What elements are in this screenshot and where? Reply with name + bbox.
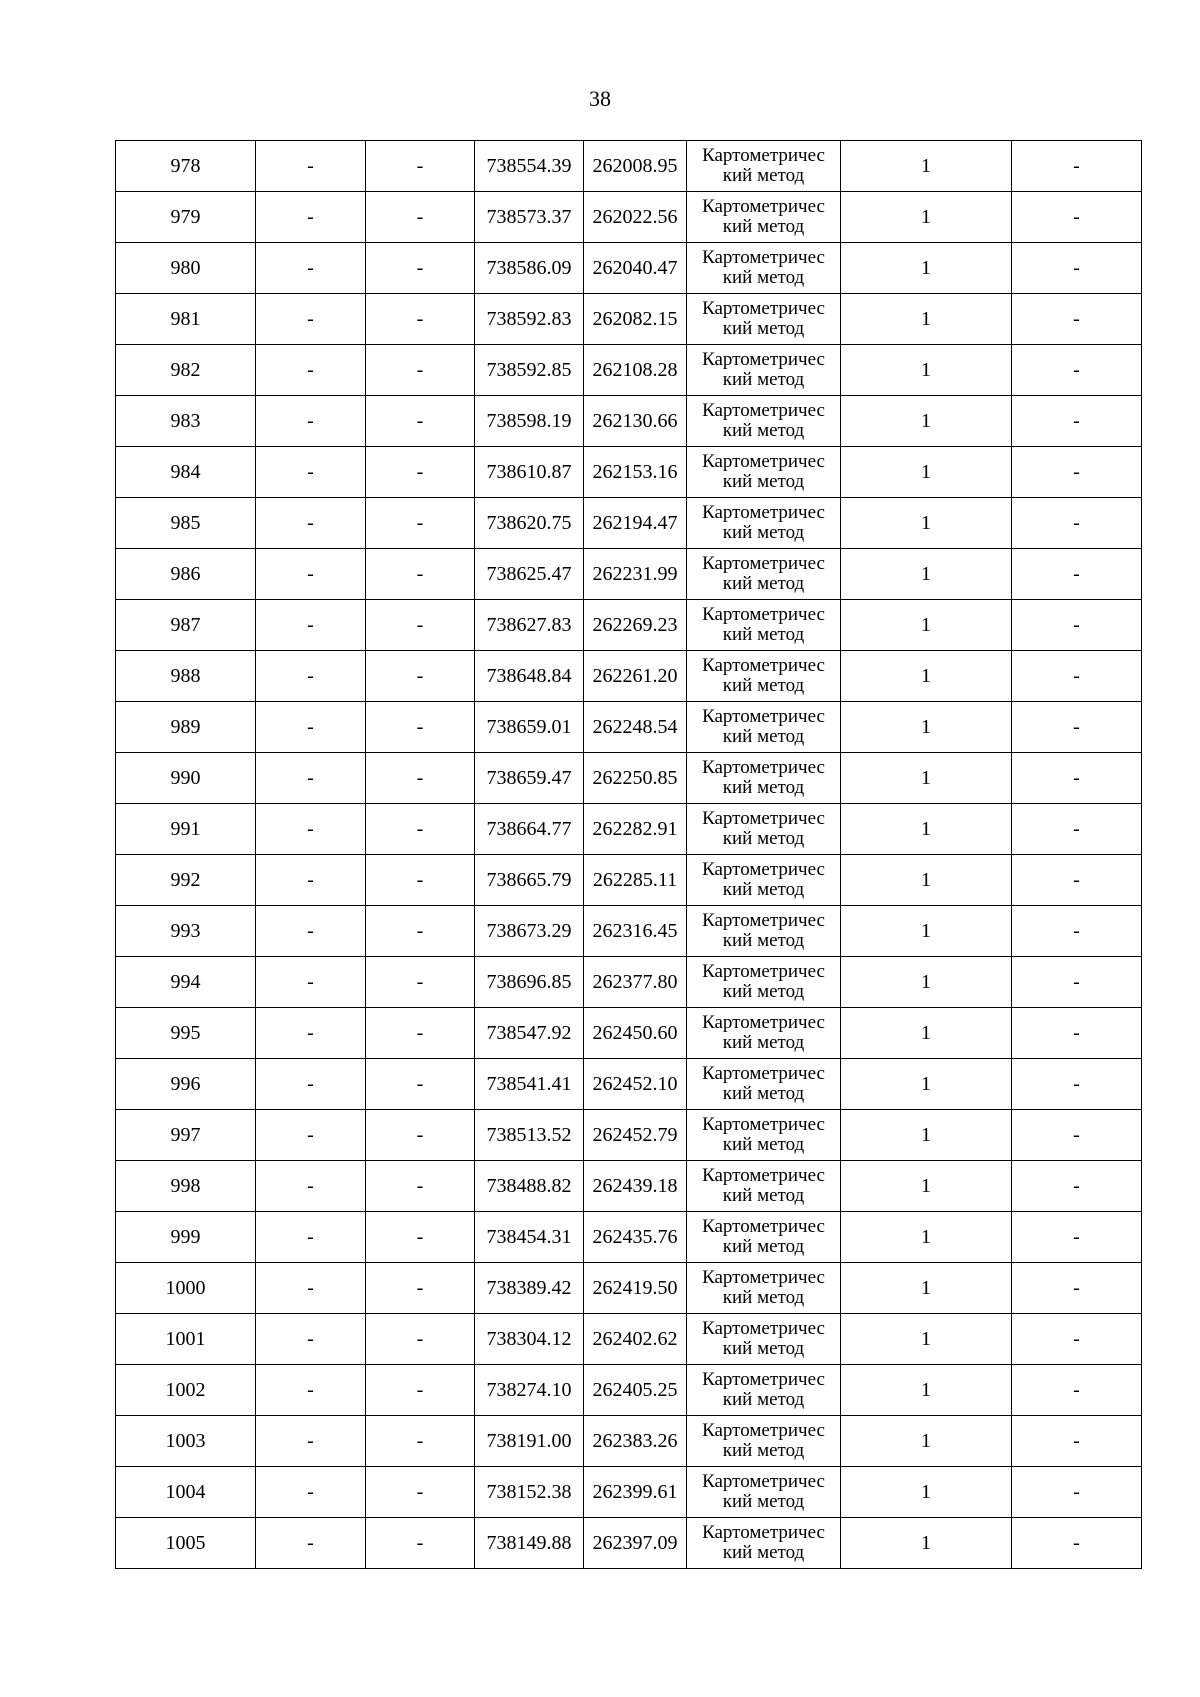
point-number-cell: 985 — [116, 498, 256, 549]
table-row — [116, 345, 1142, 396]
accuracy-cell: 1 — [841, 906, 1012, 957]
accuracy-cell: 1 — [841, 600, 1012, 651]
y-coordinate-cell: 262022.56 — [584, 192, 687, 243]
x-coordinate-cell: 738627.83 — [475, 600, 584, 651]
point-number-cell: 996 — [116, 1059, 256, 1110]
point-number-cell: 987 — [116, 600, 256, 651]
y-coordinate-cell: 262194.47 — [584, 498, 687, 549]
x-coordinate-cell: 738191.00 — [475, 1416, 584, 1467]
note-cell: - — [1012, 549, 1142, 600]
x-coordinate-cell: 738389.42 — [475, 1263, 584, 1314]
table-row — [116, 447, 1142, 498]
method-cell: Картометричес кий метод — [687, 396, 841, 447]
method-cell: Картометричес кий метод — [687, 1110, 841, 1161]
method-cell: Картометричес кий метод — [687, 1161, 841, 1212]
point-number-cell: 1003 — [116, 1416, 256, 1467]
empty-value-cell: - — [366, 957, 475, 1008]
empty-value-cell: - — [256, 447, 366, 498]
point-number-cell: 994 — [116, 957, 256, 1008]
point-number-cell: 983 — [116, 396, 256, 447]
y-coordinate-cell: 262285.11 — [584, 855, 687, 906]
empty-value-cell: - — [366, 1110, 475, 1161]
x-coordinate-cell: 738586.09 — [475, 243, 584, 294]
empty-value-cell: - — [256, 651, 366, 702]
empty-value-cell: - — [366, 1059, 475, 1110]
table-row — [116, 1008, 1142, 1059]
empty-value-cell: - — [366, 1212, 475, 1263]
note-cell: - — [1012, 753, 1142, 804]
method-cell: Картометричес кий метод — [687, 1212, 841, 1263]
note-cell: - — [1012, 1110, 1142, 1161]
y-coordinate-cell: 262419.50 — [584, 1263, 687, 1314]
point-number-cell: 990 — [116, 753, 256, 804]
y-coordinate-cell: 262405.25 — [584, 1365, 687, 1416]
y-coordinate-cell: 262397.09 — [584, 1518, 687, 1569]
page-number: 38 — [589, 86, 611, 111]
note-cell: - — [1012, 447, 1142, 498]
empty-value-cell: - — [256, 192, 366, 243]
y-coordinate-cell: 262130.66 — [584, 396, 687, 447]
note-cell: - — [1012, 294, 1142, 345]
accuracy-cell: 1 — [841, 1161, 1012, 1212]
empty-value-cell: - — [366, 243, 475, 294]
note-cell: - — [1012, 1263, 1142, 1314]
table-row — [116, 1365, 1142, 1416]
method-cell: Картометричес кий метод — [687, 906, 841, 957]
note-cell: - — [1012, 345, 1142, 396]
x-coordinate-cell: 738673.29 — [475, 906, 584, 957]
x-coordinate-cell: 738610.87 — [475, 447, 584, 498]
method-cell: Картометричес кий метод — [687, 1059, 841, 1110]
empty-value-cell: - — [366, 1008, 475, 1059]
note-cell: - — [1012, 243, 1142, 294]
accuracy-cell: 1 — [841, 702, 1012, 753]
empty-value-cell: - — [256, 1518, 366, 1569]
x-coordinate-cell: 738547.92 — [475, 1008, 584, 1059]
note-cell: - — [1012, 1161, 1142, 1212]
empty-value-cell: - — [366, 1161, 475, 1212]
empty-value-cell: - — [366, 804, 475, 855]
x-coordinate-cell: 738149.88 — [475, 1518, 584, 1569]
y-coordinate-cell: 262399.61 — [584, 1467, 687, 1518]
empty-value-cell: - — [366, 753, 475, 804]
y-coordinate-cell: 262248.54 — [584, 702, 687, 753]
accuracy-cell: 1 — [841, 1008, 1012, 1059]
note-cell: - — [1012, 600, 1142, 651]
x-coordinate-cell: 738274.10 — [475, 1365, 584, 1416]
note-cell: - — [1012, 396, 1142, 447]
y-coordinate-cell: 262231.99 — [584, 549, 687, 600]
x-coordinate-cell: 738592.83 — [475, 294, 584, 345]
y-coordinate-cell: 262108.28 — [584, 345, 687, 396]
point-number-cell: 993 — [116, 906, 256, 957]
point-number-cell: 1000 — [116, 1263, 256, 1314]
y-coordinate-cell: 262435.76 — [584, 1212, 687, 1263]
method-cell: Картометричес кий метод — [687, 192, 841, 243]
note-cell: - — [1012, 702, 1142, 753]
empty-value-cell: - — [256, 906, 366, 957]
point-number-cell: 992 — [116, 855, 256, 906]
y-coordinate-cell: 262450.60 — [584, 1008, 687, 1059]
y-coordinate-cell: 262040.47 — [584, 243, 687, 294]
accuracy-cell: 1 — [841, 141, 1012, 192]
empty-value-cell: - — [366, 294, 475, 345]
note-cell: - — [1012, 651, 1142, 702]
empty-value-cell: - — [256, 957, 366, 1008]
x-coordinate-cell: 738659.01 — [475, 702, 584, 753]
y-coordinate-cell: 262402.62 — [584, 1314, 687, 1365]
method-cell: Картометричес кий метод — [687, 1314, 841, 1365]
point-number-cell: 1005 — [116, 1518, 256, 1569]
x-coordinate-cell: 738659.47 — [475, 753, 584, 804]
method-cell: Картометричес кий метод — [687, 1416, 841, 1467]
empty-value-cell: - — [366, 345, 475, 396]
y-coordinate-cell: 262082.15 — [584, 294, 687, 345]
note-cell: - — [1012, 957, 1142, 1008]
accuracy-cell: 1 — [841, 396, 1012, 447]
accuracy-cell: 1 — [841, 1314, 1012, 1365]
method-cell: Картометричес кий метод — [687, 1467, 841, 1518]
table-row — [116, 294, 1142, 345]
y-coordinate-cell: 262452.10 — [584, 1059, 687, 1110]
note-cell: - — [1012, 1212, 1142, 1263]
note-cell: - — [1012, 1467, 1142, 1518]
empty-value-cell: - — [256, 1263, 366, 1314]
table-row — [116, 1518, 1142, 1569]
empty-value-cell: - — [366, 702, 475, 753]
accuracy-cell: 1 — [841, 1467, 1012, 1518]
empty-value-cell: - — [366, 1518, 475, 1569]
accuracy-cell: 1 — [841, 447, 1012, 498]
x-coordinate-cell: 738592.85 — [475, 345, 584, 396]
table-row — [116, 141, 1142, 192]
coordinates-table — [115, 140, 1142, 1569]
y-coordinate-cell: 262269.23 — [584, 600, 687, 651]
method-cell: Картометричес кий метод — [687, 702, 841, 753]
accuracy-cell: 1 — [841, 855, 1012, 906]
x-coordinate-cell: 738696.85 — [475, 957, 584, 1008]
point-number-cell: 982 — [116, 345, 256, 396]
point-number-cell: 978 — [116, 141, 256, 192]
empty-value-cell: - — [366, 600, 475, 651]
note-cell: - — [1012, 1314, 1142, 1365]
empty-value-cell: - — [256, 498, 366, 549]
point-number-cell: 1004 — [116, 1467, 256, 1518]
method-cell: Картометричес кий метод — [687, 1518, 841, 1569]
method-cell: Картометричес кий метод — [687, 957, 841, 1008]
method-cell: Картометричес кий метод — [687, 447, 841, 498]
point-number-cell: 989 — [116, 702, 256, 753]
table-row — [116, 1059, 1142, 1110]
accuracy-cell: 1 — [841, 192, 1012, 243]
empty-value-cell: - — [366, 855, 475, 906]
point-number-cell: 979 — [116, 192, 256, 243]
table-row — [116, 702, 1142, 753]
point-number-cell: 984 — [116, 447, 256, 498]
accuracy-cell: 1 — [841, 1059, 1012, 1110]
note-cell: - — [1012, 192, 1142, 243]
empty-value-cell: - — [366, 192, 475, 243]
table-row — [116, 396, 1142, 447]
accuracy-cell: 1 — [841, 804, 1012, 855]
point-number-cell: 986 — [116, 549, 256, 600]
note-cell: - — [1012, 498, 1142, 549]
method-cell: Картометричес кий метод — [687, 651, 841, 702]
note-cell: - — [1012, 804, 1142, 855]
empty-value-cell: - — [256, 294, 366, 345]
table-row — [116, 1212, 1142, 1263]
accuracy-cell: 1 — [841, 1110, 1012, 1161]
table-row — [116, 1110, 1142, 1161]
x-coordinate-cell: 738620.75 — [475, 498, 584, 549]
empty-value-cell: - — [256, 1059, 366, 1110]
accuracy-cell: 1 — [841, 753, 1012, 804]
note-cell: - — [1012, 141, 1142, 192]
y-coordinate-cell: 262377.80 — [584, 957, 687, 1008]
point-number-cell: 981 — [116, 294, 256, 345]
y-coordinate-cell: 262452.79 — [584, 1110, 687, 1161]
accuracy-cell: 1 — [841, 1263, 1012, 1314]
point-number-cell: 1001 — [116, 1314, 256, 1365]
accuracy-cell: 1 — [841, 957, 1012, 1008]
table-row — [116, 243, 1142, 294]
empty-value-cell: - — [366, 651, 475, 702]
table-row — [116, 1467, 1142, 1518]
empty-value-cell: - — [366, 498, 475, 549]
method-cell: Картометричес кий метод — [687, 345, 841, 396]
note-cell: - — [1012, 1365, 1142, 1416]
accuracy-cell: 1 — [841, 549, 1012, 600]
method-cell: Картометричес кий метод — [687, 855, 841, 906]
y-coordinate-cell: 262261.20 — [584, 651, 687, 702]
empty-value-cell: - — [256, 549, 366, 600]
y-coordinate-cell: 262383.26 — [584, 1416, 687, 1467]
empty-value-cell: - — [256, 855, 366, 906]
point-number-cell: 998 — [116, 1161, 256, 1212]
note-cell: - — [1012, 1416, 1142, 1467]
empty-value-cell: - — [256, 1110, 366, 1161]
empty-value-cell: - — [256, 243, 366, 294]
x-coordinate-cell: 738454.31 — [475, 1212, 584, 1263]
empty-value-cell: - — [256, 1161, 366, 1212]
x-coordinate-cell: 738304.12 — [475, 1314, 584, 1365]
accuracy-cell: 1 — [841, 498, 1012, 549]
empty-value-cell: - — [366, 1314, 475, 1365]
point-number-cell: 991 — [116, 804, 256, 855]
accuracy-cell: 1 — [841, 243, 1012, 294]
table-row — [116, 855, 1142, 906]
method-cell: Картометричес кий метод — [687, 294, 841, 345]
method-cell: Картометричес кий метод — [687, 243, 841, 294]
accuracy-cell: 1 — [841, 651, 1012, 702]
method-cell: Картометричес кий метод — [687, 753, 841, 804]
empty-value-cell: - — [256, 396, 366, 447]
method-cell: Картометричес кий метод — [687, 1008, 841, 1059]
empty-value-cell: - — [366, 141, 475, 192]
table-row — [116, 1416, 1142, 1467]
empty-value-cell: - — [366, 396, 475, 447]
table-row — [116, 957, 1142, 1008]
x-coordinate-cell: 738665.79 — [475, 855, 584, 906]
note-cell: - — [1012, 1059, 1142, 1110]
point-number-cell: 980 — [116, 243, 256, 294]
x-coordinate-cell: 738625.47 — [475, 549, 584, 600]
x-coordinate-cell: 738541.41 — [475, 1059, 584, 1110]
empty-value-cell: - — [256, 1314, 366, 1365]
y-coordinate-cell: 262282.91 — [584, 804, 687, 855]
empty-value-cell: - — [366, 1467, 475, 1518]
empty-value-cell: - — [366, 906, 475, 957]
y-coordinate-cell: 262316.45 — [584, 906, 687, 957]
accuracy-cell: 1 — [841, 1416, 1012, 1467]
x-coordinate-cell: 738152.38 — [475, 1467, 584, 1518]
empty-value-cell: - — [366, 549, 475, 600]
empty-value-cell: - — [256, 753, 366, 804]
method-cell: Картометричес кий метод — [687, 1263, 841, 1314]
method-cell: Картометричес кий метод — [687, 1365, 841, 1416]
x-coordinate-cell: 738598.19 — [475, 396, 584, 447]
accuracy-cell: 1 — [841, 1365, 1012, 1416]
accuracy-cell: 1 — [841, 345, 1012, 396]
table-row — [116, 1161, 1142, 1212]
note-cell: - — [1012, 1518, 1142, 1569]
point-number-cell: 1002 — [116, 1365, 256, 1416]
empty-value-cell: - — [256, 1365, 366, 1416]
x-coordinate-cell: 738488.82 — [475, 1161, 584, 1212]
point-number-cell: 999 — [116, 1212, 256, 1263]
note-cell: - — [1012, 906, 1142, 957]
empty-value-cell: - — [366, 447, 475, 498]
method-cell: Картометричес кий метод — [687, 549, 841, 600]
empty-value-cell: - — [366, 1416, 475, 1467]
method-cell: Картометричес кий метод — [687, 141, 841, 192]
method-cell: Картометричес кий метод — [687, 498, 841, 549]
table-row — [116, 753, 1142, 804]
empty-value-cell: - — [256, 804, 366, 855]
accuracy-cell: 1 — [841, 1212, 1012, 1263]
empty-value-cell: - — [256, 1212, 366, 1263]
empty-value-cell: - — [256, 600, 366, 651]
y-coordinate-cell: 262250.85 — [584, 753, 687, 804]
x-coordinate-cell: 738648.84 — [475, 651, 584, 702]
table-row — [116, 498, 1142, 549]
x-coordinate-cell: 738573.37 — [475, 192, 584, 243]
table-row — [116, 192, 1142, 243]
point-number-cell: 988 — [116, 651, 256, 702]
table-body — [116, 141, 1142, 1569]
y-coordinate-cell: 262153.16 — [584, 447, 687, 498]
empty-value-cell: - — [366, 1263, 475, 1314]
empty-value-cell: - — [256, 141, 366, 192]
point-number-cell: 995 — [116, 1008, 256, 1059]
empty-value-cell: - — [256, 1416, 366, 1467]
empty-value-cell: - — [256, 1008, 366, 1059]
empty-value-cell: - — [256, 345, 366, 396]
note-cell: - — [1012, 1008, 1142, 1059]
accuracy-cell: 1 — [841, 294, 1012, 345]
empty-value-cell: - — [256, 1467, 366, 1518]
x-coordinate-cell: 738664.77 — [475, 804, 584, 855]
method-cell: Картометричес кий метод — [687, 804, 841, 855]
y-coordinate-cell: 262439.18 — [584, 1161, 687, 1212]
x-coordinate-cell: 738554.39 — [475, 141, 584, 192]
table-row — [116, 1263, 1142, 1314]
table-row — [116, 549, 1142, 600]
table-row — [116, 804, 1142, 855]
accuracy-cell: 1 — [841, 1518, 1012, 1569]
y-coordinate-cell: 262008.95 — [584, 141, 687, 192]
x-coordinate-cell: 738513.52 — [475, 1110, 584, 1161]
empty-value-cell: - — [366, 1365, 475, 1416]
table-row — [116, 600, 1142, 651]
table-row — [116, 651, 1142, 702]
note-cell: - — [1012, 855, 1142, 906]
point-number-cell: 997 — [116, 1110, 256, 1161]
empty-value-cell: - — [256, 702, 366, 753]
table-row — [116, 1314, 1142, 1365]
method-cell: Картометричес кий метод — [687, 600, 841, 651]
table-row — [116, 906, 1142, 957]
